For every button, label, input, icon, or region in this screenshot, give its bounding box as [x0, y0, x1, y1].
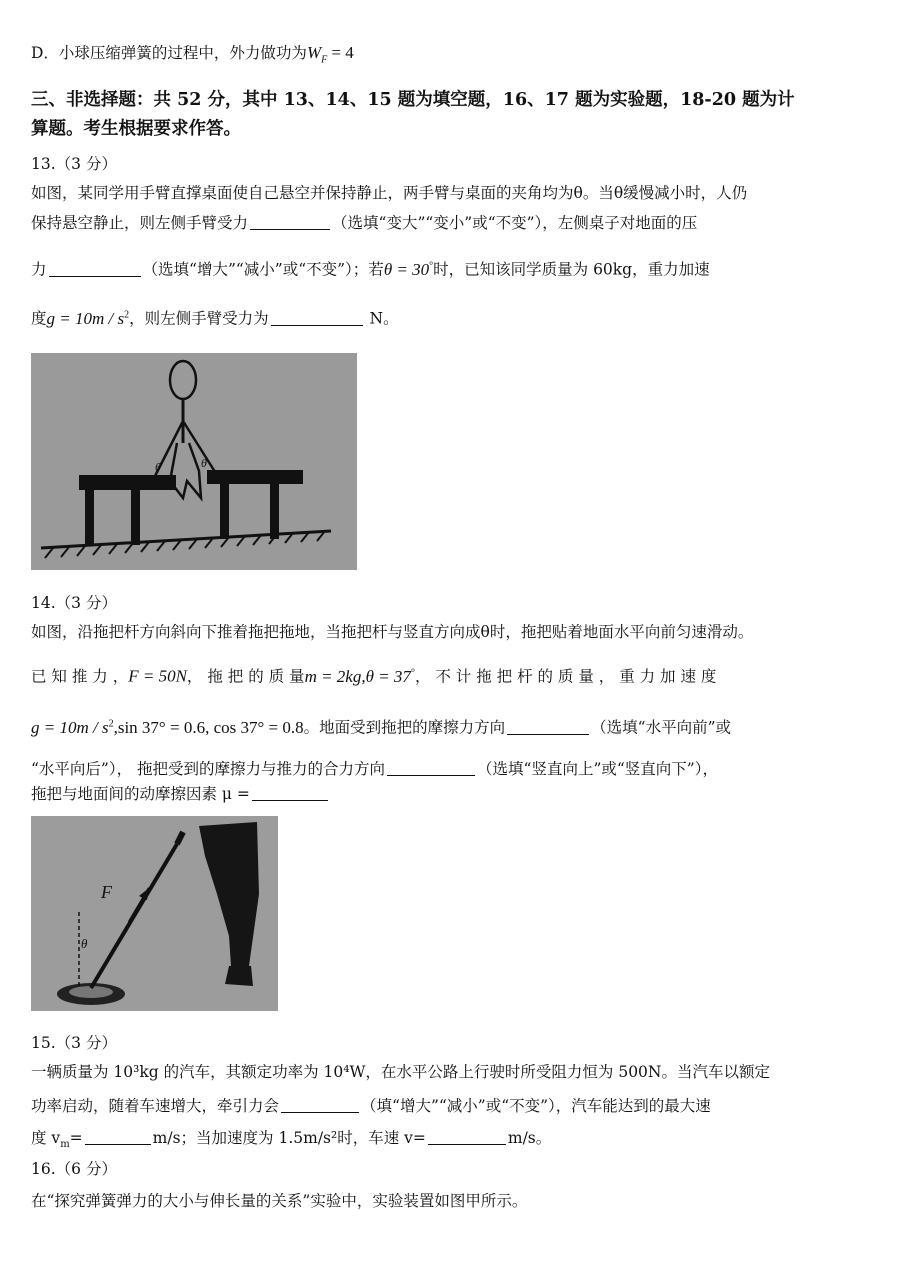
q15-blank-max-speed[interactable] — [85, 1128, 151, 1145]
q16-number: 16.（6 分） — [31, 1160, 117, 1178]
q13-figure — [31, 353, 357, 570]
q13-blank-arm-value[interactable] — [271, 309, 363, 326]
q13-line2: 保持悬空静止，则左侧手臂受力 （选填“变大”“变小”或“不变”），左侧桌子对地面的压 — [31, 214, 698, 232]
q15-line3: 度 $v_m= m/s$；当加速度为 1.5m/s²时，车速 v= m/s。 — [31, 1129, 552, 1151]
q14-mass-angle: m = 2kg,θ = 37° — [304, 666, 415, 686]
q14-line5: 拖把与地面间的动摩擦因素 μ = — [31, 783, 330, 805]
q13-theta-label-right: θ — [201, 456, 207, 470]
q13-gravity: $g = 10m / s^2$ — [46, 308, 130, 328]
q13-blank-table-pressure[interactable] — [49, 260, 141, 277]
work-value: = 4 — [327, 43, 354, 62]
q15-line1: 一辆质量为 10³kg 的汽车，其额定功率为 10⁴W，在水平公路上行驶时所受阻力恒为 500N。当汽车以额定 — [31, 1063, 770, 1081]
q15-blank-speed[interactable] — [428, 1128, 506, 1145]
q13-theta-label-left: θ — [155, 460, 161, 474]
q15-blank-traction[interactable] — [281, 1096, 359, 1113]
q14-theta-label: θ — [81, 936, 88, 951]
section-heading-line2: 算题。考生根据要求作答。 — [31, 119, 241, 139]
q13-line3: 力 （选填“增大”“减小”或“不变”）；若θ = 30°时，已知该同学质量为 60kg，重力加速 — [31, 259, 710, 279]
q14-gravity: $g = 10m / s^2,\sin$ 37° = 0.6, cos 37° = 0.8 — [31, 717, 304, 737]
q14-line2: 已 知 推 力 ，F = 50N， 拖 把 的 质 量m = 2kg,θ = 37°， 不 计 拖 把 杆 的 质 量 ， 重 力 加 速 度 — [31, 666, 717, 686]
q13-blank-arm-force[interactable] — [250, 213, 330, 230]
q14-force: F = 50N — [128, 666, 187, 686]
q15-number: 15.（3 分） — [31, 1034, 117, 1052]
q14-line3: $g = 10m / s^2,\sin$ 37° = 0.6, cos 37° = 0.8。地面受到拖把的摩擦力方向 （选填“水平向前”或 — [31, 717, 731, 737]
q13-number: 13.（3 分） — [31, 155, 117, 173]
q14-line4: “水平向后”）， 拖把受到的摩擦力与推力的合力方向 （选填“竖直向上”或“竖直向下”）， — [31, 760, 718, 778]
q14-line1: 如图，沿拖把杆方向斜向下推着拖把拖地，当拖把杆与竖直方向成θ时，拖把贴着地面水平向前匀速滑动。 — [31, 623, 754, 641]
section-heading-line1: 三、非选择题：共 52 分，其中 13、14、15 题为填空题，16、17 题为实验题，18-20 题为计 — [31, 90, 795, 110]
option-d-text: D．小球压缩弹簧的过程中，外力做功为 — [31, 44, 307, 62]
q14-figure — [31, 816, 278, 1011]
q14-blank-friction-coef[interactable] — [252, 784, 328, 801]
work-symbol: $W_F$ — [306, 43, 328, 66]
option-d — [31, 42, 354, 71]
q13-theta-value: θ = 30° — [383, 259, 434, 279]
q13-line4: 度$g = 10m / s^2$，则左侧手臂受力为 N。 — [31, 308, 399, 328]
q15-line2: 功率启动，随着车速增大，牵引力会 （填“增大”“减小”或“不变”），汽车能达到的最大速 — [31, 1097, 711, 1115]
q13-line1: 如图，某同学用手臂直撑桌面使自己悬空并保持静止，两手臂与桌面的夹角均为θ。当θ缓慢减小时，人仍 — [31, 184, 748, 202]
q14-blank-resultant-dir[interactable] — [387, 759, 475, 776]
q14-number: 14.（3 分） — [31, 594, 117, 612]
q16-line1: 在“探究弹簧弹力的大小与伸长量的关系”实验中，实验装置如图甲所示。 — [31, 1192, 528, 1210]
q14-blank-friction-dir[interactable] — [507, 718, 589, 735]
q14-force-label: F — [101, 882, 112, 902]
